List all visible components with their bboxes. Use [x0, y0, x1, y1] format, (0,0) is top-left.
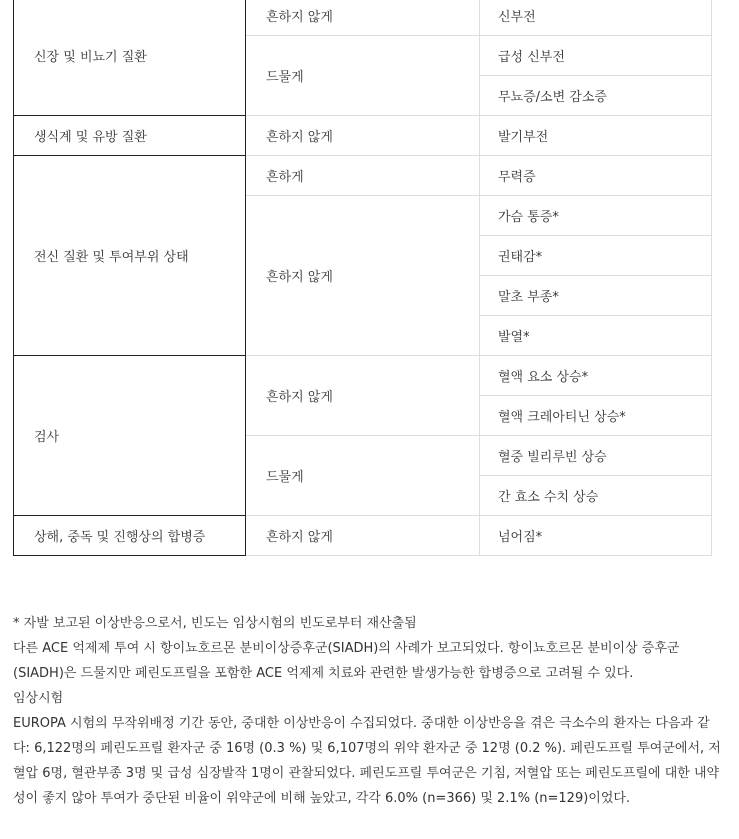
table-left-border	[13, 0, 14, 556]
frequency-cell: 흔하지 않게	[266, 129, 333, 145]
frequency-column-border	[479, 0, 480, 556]
frequency-cell: 흔하지 않게	[266, 269, 333, 285]
system-divider	[13, 355, 246, 356]
system-organ-class-cell: 검사	[34, 429, 60, 445]
effect-cell: 급성 신부전	[498, 49, 565, 65]
system-organ-class-cell: 생식계 및 유방 질환	[34, 129, 147, 145]
effect-cell: 무력증	[498, 169, 536, 185]
system-divider	[13, 155, 246, 156]
effect-cell: 가슴 통증*	[498, 209, 559, 225]
effect-cell: 혈중 빌리루빈 상승	[498, 449, 607, 465]
effect-cell: 발기부전	[498, 129, 549, 145]
effect-cell: 혈액 크레아티닌 상승*	[498, 409, 626, 425]
notes-section	[13, 611, 725, 811]
effect-cell: 넘어짐*	[498, 529, 543, 545]
frequency-cell: 흔하지 않게	[266, 529, 333, 545]
europa-paragraph: EUROPA 시험의 무작위배정 기간 동안, 중대한 이상반응이 수집되었다. 중대한 이상반응을 겪은 극소수의 환자는 다음과 같다: 6,122명의 페린도프릴 환자군 중 16명 (0.3 %) 및 6,107명의 위약 환자군 중 12명 (0.2 %). 페린도프릴 투여군에서, 저혈압 6명, 혈관부종 3명 및 급성 심장발작 1명이 관찰되었다. 페린도프릴 투여군은 기침, 저혈압 또는 페린도프릴에 대한 내약성이 좋지 않아 투여가 중단된 비율이 위약군에 비해 높았고, 각각 6.0% (n=366) 및 2.1% (n=129)이었다.	[13, 716, 721, 806]
effect-cell: 혈액 요소 상승*	[498, 369, 589, 385]
effect-cell: 말초 부종*	[498, 289, 559, 305]
system-column-border	[245, 0, 246, 556]
effect-cell: 권태감*	[498, 249, 543, 265]
siadh-paragraph: 다른 ACE 억제제 투여 시 항이뇨호르몬 분비이상증후군(SIADH)의 사례가 보고되었다. 항이뇨호르몬 분비이상 증후군(SIADH)은 드물지만 페린도프릴을 포함한 ACE 억제제 치료와 관련한 발생가능한 합병증으로 고려될 수 있다.	[13, 641, 680, 681]
clinical-trials-heading: 임상시험	[13, 691, 64, 706]
system-divider	[13, 515, 246, 516]
effect-cell: 무뇨증/소변 감소증	[498, 89, 607, 105]
frequency-cell: 흔하지 않게	[266, 389, 333, 405]
frequency-cell: 드물게	[266, 69, 304, 85]
frequency-cell: 드물게	[266, 469, 304, 485]
frequency-cell: 흔하게	[266, 169, 304, 185]
system-organ-class-cell: 상해, 중독 및 진행상의 합병증	[34, 529, 206, 545]
effect-cell: 신부전	[498, 9, 536, 25]
system-organ-class-cell: 전신 질환 및 투여부위 상태	[34, 249, 189, 265]
frequency-cell: 흔하지 않게	[266, 9, 333, 25]
frequency-divider	[245, 555, 479, 556]
table-right-border	[711, 0, 712, 556]
effect-cell: 간 효소 수치 상승	[498, 489, 599, 505]
effect-cell: 발열*	[498, 329, 530, 345]
system-divider	[13, 555, 246, 556]
system-organ-class-cell: 신장 및 비뇨기 질환	[34, 49, 147, 65]
row-divider	[479, 555, 712, 556]
footnote-text: * 자발 보고된 이상반응으로서, 빈도는 임상시험의 빈도로부터 재산출됨	[13, 616, 417, 631]
system-divider	[13, 115, 246, 116]
